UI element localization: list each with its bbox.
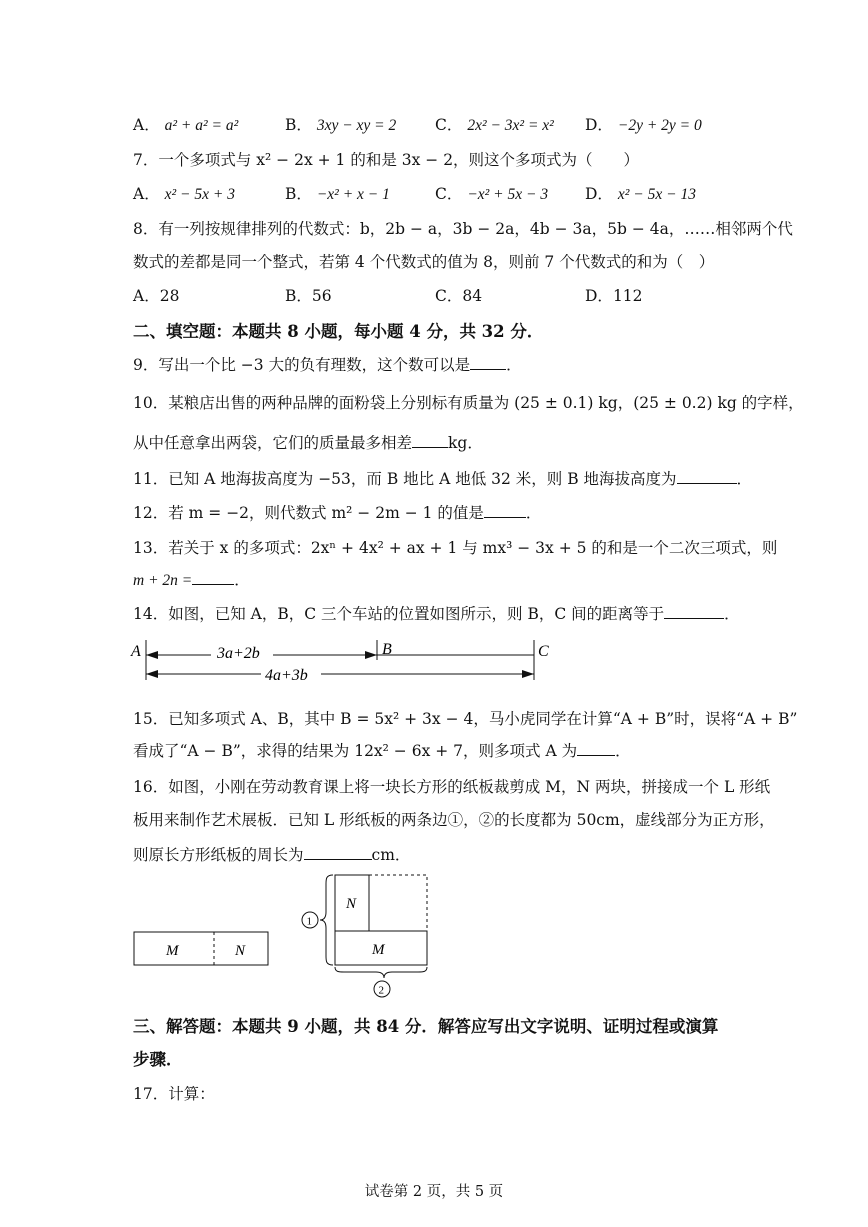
- section-2-heading: 二、填空题：本题共 8 小题，每小题 4 分，共 32 分．: [133, 322, 544, 341]
- q16-line2: 板用来制作艺术展板．已知 L 形纸板的两条边①，②的长度都为 50cm，虚线部分为正方形，: [133, 811, 775, 829]
- q10-line2: 从中任意拿出两袋，它们的质量最多相差 kg．: [133, 434, 483, 452]
- q7-option-b: B． −x² + x − 1: [285, 185, 390, 203]
- q8-option-b: B．56: [285, 287, 332, 305]
- q16-left-n: N: [235, 943, 246, 959]
- q10-line1: 10．某粮店出售的两种品牌的面粉袋上分别标有质量为 (25 ± 0.1) kg，(25 ± 0.2) kg 的字样，: [133, 394, 804, 412]
- q16-answer-blank[interactable]: [304, 845, 372, 860]
- q14-seg-ab: 3a+2b: [217, 645, 260, 662]
- q12-answer-blank[interactable]: [484, 503, 526, 518]
- q12: 12．若 m = −2，则代数式 m² − 2m − 1 的值是 ．: [133, 504, 542, 522]
- q6-option-a: A． a² + a² = a²: [133, 116, 239, 134]
- q8-option-c: C．84: [435, 287, 483, 305]
- q17: 17．计算：: [133, 1085, 215, 1103]
- svg-text:2: 2: [378, 984, 384, 997]
- q6-option-b: B． 3xy − xy = 2: [285, 116, 397, 134]
- q9-answer-blank[interactable]: [470, 355, 506, 370]
- section-3-heading-line1: 三、解答题：本题共 9 小题，共 84 分．解答应写出文字说明、证明过程或演算: [133, 1017, 719, 1036]
- q15-answer-blank[interactable]: [577, 741, 615, 756]
- q8-stem-line2: 数式的差都是同一个整式，若第 4 个代数式的值为 8，则前 7 个代数式的和为（ ）: [133, 253, 715, 271]
- q13-line2: m + 2n = ．: [133, 571, 250, 589]
- q14-label-c: C: [538, 643, 549, 660]
- q6-option-c: C． 2x² − 3x² = x²: [435, 116, 554, 134]
- q7-option-d: D． x² − 5x − 13: [585, 185, 696, 203]
- q15-line1: 15．已知多项式 A、B，其中 B = 5x² + 3x − 4，马小虎同学在计算“A + B”时，误将“A + B”: [133, 710, 798, 728]
- q15-line2: 看成了“A − B”，求得的结果为 12x² − 6x + 7，则多项式 A 为 ．: [133, 742, 631, 760]
- section-3-heading-line2: 步骤．: [133, 1050, 183, 1069]
- svg-text:1: 1: [306, 915, 312, 928]
- q14-label-a: A: [131, 643, 141, 660]
- q8-option-d: D．112: [585, 287, 643, 305]
- q16-figure: [128, 868, 438, 1000]
- q14-label-b: B: [382, 641, 392, 658]
- q8-stem-line1: 8．有一列按规律排列的代数式：b，2b − a，3b − 2a，4b − 3a，5b − 4a，……相邻两个代: [133, 220, 793, 238]
- q8-option-a: A．28: [133, 287, 180, 305]
- q6-option-d: D． −2y + 2y = 0: [585, 116, 702, 134]
- q16-line3: 则原长方形纸板的周长为 cm．: [133, 846, 411, 864]
- q7-stem: 7．一个多项式与 x² − 2x + 1 的和是 3x − 2，则这个多项式为（ ）: [133, 151, 640, 169]
- q10-answer-blank[interactable]: [412, 433, 448, 448]
- page-footer: 试卷第 2 页，共 5 页: [364, 1184, 504, 1200]
- q11-answer-blank[interactable]: [677, 469, 737, 484]
- q14: 14．如图，已知 A，B，C 三个车站的位置如图所示，则 B，C 间的距离等于 ．: [133, 605, 740, 623]
- q14-figure: [125, 636, 565, 686]
- q9: 9．写出一个比 −3 大的负有理数，这个数可以是 ．: [133, 356, 522, 374]
- q13-line1: 13．若关于 x 的多项式：2xⁿ + 4x² + ax + 1 与 mx³ − 3x + 5 的和是一个二次三项式，则: [133, 539, 778, 557]
- q6-options: [133, 113, 753, 135]
- q16-right-m: M: [372, 942, 385, 958]
- q7-option-a: A． x² − 5x + 3: [133, 185, 235, 203]
- q7-option-c: C． −x² + 5x − 3: [435, 185, 549, 203]
- q7-options: [133, 182, 753, 204]
- q14-answer-blank[interactable]: [664, 604, 724, 619]
- q16-right-n: N: [346, 896, 357, 912]
- q16-line1: 16．如图，小刚在劳动教育课上将一块长方形的纸板裁剪成 M，N 两块，拼接成一个 L 形纸: [133, 778, 771, 796]
- q11: 11．已知 A 地海拔高度为 −53，而 B 地比 A 地低 32 米，则 B 地海拔高度为 ．: [133, 470, 753, 488]
- q16-left-m: M: [166, 943, 179, 959]
- q8-options: [133, 284, 753, 306]
- q13-answer-blank[interactable]: [192, 570, 234, 585]
- q14-seg-ac: 4a+3b: [265, 667, 308, 684]
